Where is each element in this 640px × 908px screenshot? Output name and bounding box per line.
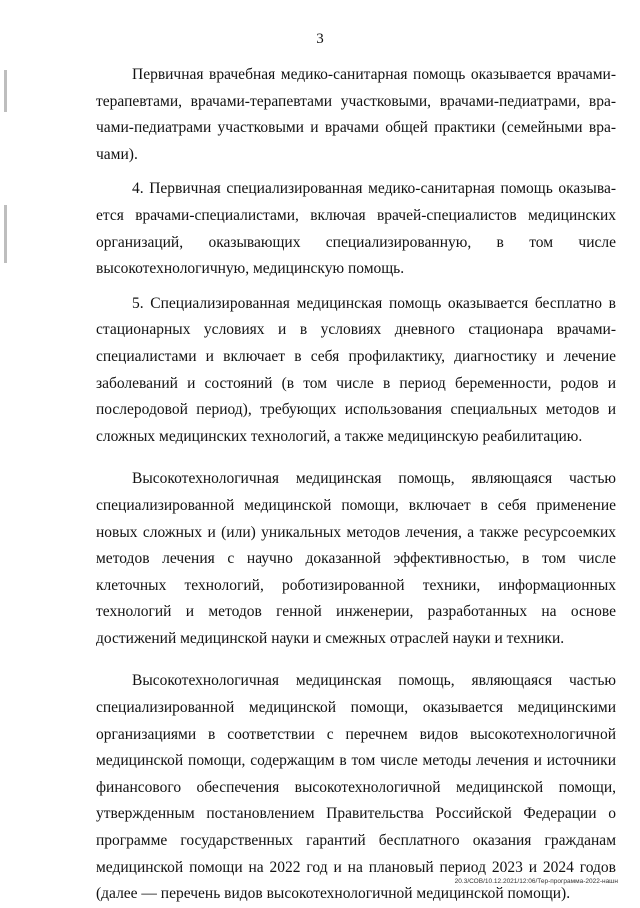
- paragraph-4-specialized-primary-care: 4. Первичная специализированная медико-санитарная помощь оказывается врачами-специалистами, включая врачей-специалистов медицинских организаций, оказывающих специализированную, в том числе высокотехнологичную, медицинскую помощь.: [96, 180, 616, 278]
- paragraph-high-tech-care-organizations: Высокотехнологичная медицинская помощь, являющаяся частью специализированной медицинской помощи, оказывается медицинскими организациями в соответствии с перечнем видов высокотехнологичной медицинской помощи, содержащим в том числе методы лечения и источники финансового обеспечения высокотехнологичной медицинской помощи, утвержденным постановлением Правительства Российской Федерации о программе государственных гарантий бесплатного оказания гражданам медицинской помощи на 2022 год и на плановый период 2023 и 2024 годов (далее — перечень видов высокотехнологичной медицинской помощи).: [96, 672, 616, 903]
- scan-margin-mark-top: [4, 70, 7, 112]
- document-footer-stamp: 20.3/СОВ/10.12.2021/12:06/Тер-программа-2022-нашн: [454, 878, 618, 885]
- paragraph-5-specialized-care: 5. Специализированная медицинская помощь оказывается бесплатно в стационарных условиях и в условиях дневного стационара врачами-специалистами и включает в себя профилактику, диагностику и лечение заболеваний и состояний (в том числе в период беременности, родов и послеродовой период), требующих использования специальных методов и сложных медицинских технологий, а также медицинскую реабилитацию.: [96, 294, 616, 445]
- page-number: 3: [316, 31, 324, 47]
- document-body: [96, 62, 616, 908]
- paragraph-primary-care-doctors: Первичная врачебная медико-санитарная помощь оказывается врачами-терапевтами, врачами-терапевтами участковыми, врачами-педиатрами, врачами-педиатрами участковыми и врачами общей практики (семейными врачами).: [96, 66, 616, 163]
- scan-margin-mark-middle: [4, 205, 7, 263]
- paragraph-high-tech-care-methods: Высокотехнологичная медицинская помощь, являющаяся частью специализированной медицинской помощи, включает в себя применение новых сложных и (или) уникальных методов лечения, а также ресурсоемких методов лечения с научно доказанной эффективностью, в том числе клеточных технологий, роботизированной техники, информационных технологий и методов генной инженерии, разработанных на основе достижений медицинской науки и смежных отраслей науки и техники.: [96, 470, 616, 647]
